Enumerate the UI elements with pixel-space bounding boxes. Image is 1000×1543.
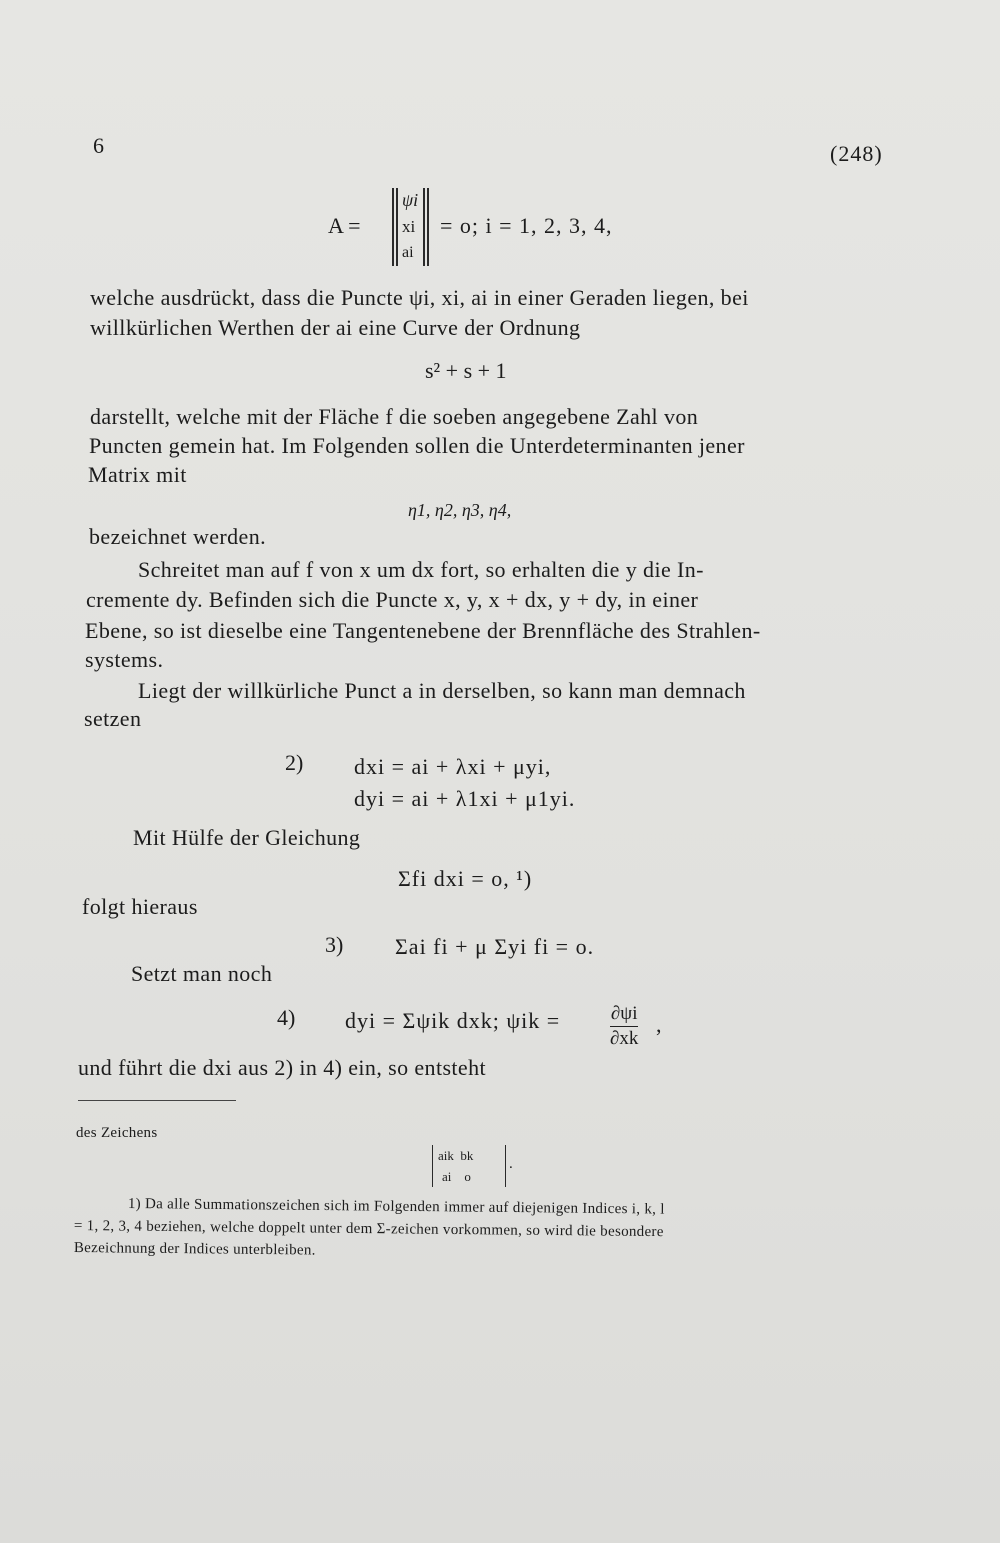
matrix-rhs: = o; i = 1, 2, 3, 4, bbox=[440, 213, 613, 238]
eq2-line1: dxi = ai + λxi + μyi, bbox=[354, 754, 552, 779]
para2-line2: Puncten gemein hat. Im Folgenden sollen die Unterdeterminanten jener bbox=[89, 433, 745, 458]
para2-line1: darstellt, welche mit der Fläche f die soeben angegebene Zahl von bbox=[90, 404, 699, 429]
matrix-left-bar-1 bbox=[392, 188, 394, 266]
para1-line1: welche ausdrückt, dass die Puncte ψi, xi, ai in einer Geraden liegen, bei bbox=[90, 285, 749, 310]
para8-line1: Setzt man noch bbox=[131, 961, 273, 986]
eq4-body: dyi = Σψik dxk; ψik = bbox=[345, 1008, 561, 1033]
footnote-rule bbox=[78, 1100, 236, 1101]
footnote-line2: = 1, 2, 3, 4 beziehen, welche doppelt unter dem Σ-zeichen vorkommen, so wird die besondere bbox=[73, 1218, 664, 1241]
para5-line2: setzen bbox=[84, 706, 142, 731]
para4-line2: cremente dy. Befinden sich die Puncte x, y, x + dx, y + dy, in einer bbox=[86, 587, 699, 612]
eq3-label: 3) bbox=[325, 932, 344, 957]
eq2-label: 2) bbox=[285, 750, 304, 775]
mini-matrix-row2: ai o bbox=[442, 1169, 471, 1184]
eq4-fraction bbox=[610, 1002, 638, 1051]
equation-fdx: Σfi dxi = o, ¹) bbox=[398, 866, 533, 891]
equation-order: s² + s + 1 bbox=[425, 358, 507, 383]
para4-line4: systems. bbox=[85, 647, 164, 672]
matrix-row-psi: ψi bbox=[402, 190, 419, 210]
eq4-frac-denominator: ∂xk bbox=[610, 1028, 639, 1049]
para1-line2: willkürlichen Werthen der ai eine Curve der Ordnung bbox=[90, 315, 581, 340]
equation-eta: η1, η2, η3, η4, bbox=[408, 500, 512, 520]
footnote-line1: 1) Da alle Summationszeichen sich im Folgenden immer auf diejenigen Indices i, k, l bbox=[127, 1196, 665, 1218]
matrix-right-bar-2 bbox=[427, 188, 429, 266]
matrix-row-a: ai bbox=[402, 244, 414, 261]
eq4-frac-numerator: ∂ψi bbox=[610, 1002, 638, 1027]
para7-line1: folgt hieraus bbox=[82, 894, 198, 919]
bracket-page-number: (248) bbox=[830, 141, 883, 166]
eq2-line2: dyi = ai + λ1xi + μ1yi. bbox=[354, 786, 576, 811]
matrix-left-bar-2 bbox=[396, 188, 398, 266]
eq3-body: Σai fi + μ Σyi fi = o. bbox=[395, 934, 595, 959]
mini-matrix-row1: aik bk bbox=[438, 1148, 474, 1163]
footnote-zeichen: des Zeichens bbox=[76, 1125, 158, 1141]
para5-line1: Liegt der willkürliche Punct a in derselben, so kann man demnach bbox=[138, 678, 746, 703]
para3-line1: bezeichnet werden. bbox=[89, 524, 266, 549]
para9-line1: und führt die dxi aus 2) in 4) ein, so entsteht bbox=[78, 1055, 487, 1080]
footnote-line3: Bezeichnung der Indices unterbleiben. bbox=[73, 1240, 316, 1259]
para2-line3: Matrix mit bbox=[88, 462, 187, 487]
matrix-right-bar-1 bbox=[423, 188, 425, 266]
mini-matrix-left-bar bbox=[432, 1145, 433, 1187]
mini-matrix-right-bar bbox=[505, 1145, 506, 1187]
eq4-label: 4) bbox=[277, 1005, 296, 1030]
para4-line1: Schreitet man auf f von x um dx fort, so erhalten die y die In- bbox=[138, 557, 704, 582]
para4-line3: Ebene, so ist dieselbe eine Tangentenebene der Brennfläche des Strahlen- bbox=[85, 618, 761, 643]
matrix-lhs: A = bbox=[328, 213, 361, 238]
para6-line1: Mit Hülfe der Gleichung bbox=[133, 825, 361, 850]
eq4-tail: , bbox=[656, 1012, 662, 1037]
page-number: 6 bbox=[93, 133, 104, 158]
matrix-row-x: xi bbox=[402, 217, 416, 236]
mini-matrix-period: . bbox=[509, 1156, 514, 1172]
